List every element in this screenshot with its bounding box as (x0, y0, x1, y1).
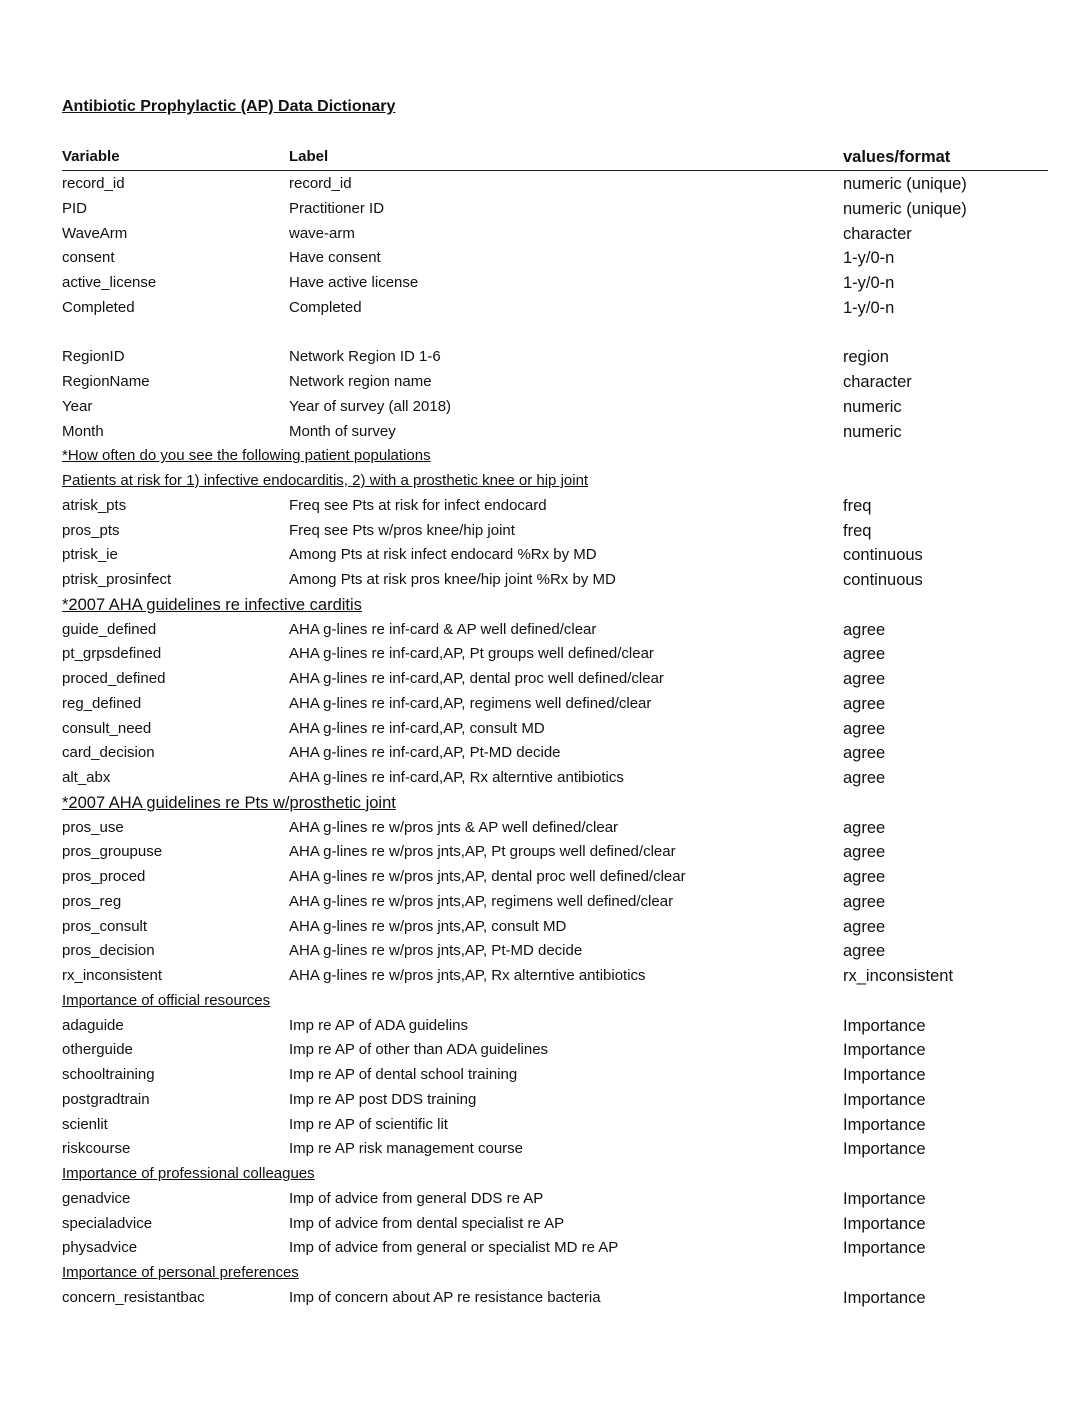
header-label: Label (289, 148, 329, 165)
table-row (0, 1286, 1088, 1310)
label-cell: Have active license (289, 274, 419, 291)
label-cell: Year of survey (all 2018) (289, 397, 452, 415)
variable-cell: pros_groupuse (62, 843, 163, 861)
format-cell: Importance (843, 1189, 926, 1208)
variable-cell: RegionID (62, 348, 125, 366)
label-cell: Imp re AP post DDS training (289, 1090, 477, 1108)
variable-cell: genadvice (62, 1189, 131, 1207)
format-cell: agree (843, 694, 886, 713)
variable-cell: reg_defined (62, 694, 142, 712)
label-cell: Imp re AP of dental school training (289, 1066, 518, 1083)
variable-cell: physadvice (62, 1239, 138, 1257)
header-format: values/format (843, 148, 951, 166)
label-cell: Freq see Pts w/pros knee/hip joint (289, 521, 515, 539)
label-cell: AHA g-lines re w/pros jnts,AP, Pt groups well defined/clear (289, 843, 676, 861)
format-cell: freq (843, 521, 872, 540)
label-cell: record_id (289, 175, 352, 192)
variable-cell: ptrisk_ie (62, 546, 118, 564)
format-cell: Importance (843, 1239, 926, 1258)
table-row (0, 1038, 1088, 1062)
table-row (0, 246, 1088, 270)
format-cell: 1-y/0-n (843, 298, 895, 317)
label-cell: AHA g-lines re inf-card,AP, Pt-MD decide (289, 744, 561, 762)
format-cell: character (843, 224, 912, 243)
format-cell: Importance (843, 1090, 926, 1109)
table-row (0, 1212, 1088, 1236)
format-cell: agree (843, 942, 886, 961)
label-cell: Network Region ID 1-6 (289, 348, 441, 366)
variable-cell: atrisk_pts (62, 496, 127, 514)
section-heading: Importance of professional colleagues (62, 1165, 315, 1182)
format-cell: agree (843, 818, 886, 837)
section-heading-row (0, 1162, 1088, 1186)
format-cell: agree (843, 769, 886, 787)
variable-cell: WaveArm (62, 224, 128, 242)
table-row (0, 692, 1088, 716)
format-cell: agree (843, 868, 886, 886)
variable-cell: pros_consult (62, 917, 148, 935)
label-cell: Imp re AP risk management course (289, 1140, 523, 1158)
table-row (0, 741, 1088, 765)
table-row (0, 865, 1088, 889)
label-cell: AHA g-lines re inf-card & AP well defined/clear (289, 620, 597, 638)
variable-cell: rx_inconsistent (62, 967, 163, 984)
variable-cell: ptrisk_prosinfect (62, 571, 172, 588)
section-heading: *How often do you see the following patient populations (62, 447, 431, 465)
table-row (0, 1137, 1088, 1161)
table-row (0, 915, 1088, 939)
label-cell: AHA g-lines re w/pros jnts,AP, dental proc well defined/clear (289, 868, 686, 885)
format-cell: continuous (843, 546, 923, 565)
table-row (0, 222, 1088, 246)
variable-cell: consult_need (62, 719, 152, 737)
label-cell: Imp of advice from dental specialist re AP (289, 1214, 565, 1232)
table-row (0, 816, 1088, 840)
table-row (0, 494, 1088, 518)
format-cell: agree (843, 719, 886, 738)
format-cell: Importance (843, 1016, 926, 1035)
label-cell: Month of survey (289, 422, 396, 440)
variable-cell: Completed (62, 298, 135, 316)
variable-cell: proced_defined (62, 670, 166, 687)
table-row (0, 420, 1088, 444)
format-cell: Importance (843, 1288, 926, 1307)
label-cell: AHA g-lines re inf-card,AP, Rx alterntive antibiotics (289, 769, 624, 786)
variable-cell: specialadvice (62, 1214, 153, 1232)
format-cell: freq (843, 496, 872, 515)
label-cell: AHA g-lines re w/pros jnts,AP, regimens well defined/clear (289, 892, 674, 910)
label-cell: Network region name (289, 373, 432, 390)
table-row (0, 296, 1088, 320)
label-cell: Completed (289, 298, 362, 316)
variable-cell: alt_abx (62, 769, 111, 786)
label-cell: Freq see Pts at risk for infect endocard (289, 496, 547, 514)
table-row (0, 717, 1088, 741)
variable-cell: pros_use (62, 818, 124, 836)
label-cell: AHA g-lines re inf-card,AP, regimens well defined/clear (289, 694, 652, 712)
section-heading: *2007 AHA guidelines re infective carditis (62, 595, 362, 614)
section-heading-row (0, 791, 1088, 815)
variable-cell: postgradtrain (62, 1090, 150, 1108)
variable-cell: guide_defined (62, 620, 157, 638)
label-cell: AHA g-lines re inf-card,AP, dental proc well defined/clear (289, 670, 664, 687)
format-cell: Importance (843, 1115, 926, 1134)
format-cell: agree (843, 843, 886, 862)
table-row (0, 395, 1088, 419)
section-heading-row (0, 469, 1088, 493)
header-variable: Variable (62, 148, 120, 165)
variable-cell: Month (62, 422, 104, 440)
table-row (0, 1236, 1088, 1260)
format-cell: region (843, 348, 889, 367)
variable-cell: pros_reg (62, 892, 122, 910)
table-row (0, 1187, 1088, 1211)
label-cell: AHA g-lines re w/pros jnts,AP, consult MD (289, 917, 567, 935)
variable-cell: pros_pts (62, 521, 120, 539)
variable-cell: otherguide (62, 1041, 133, 1059)
format-cell: agree (843, 620, 886, 639)
section-heading-row (0, 444, 1088, 468)
table-row (0, 939, 1088, 963)
table-row (0, 172, 1088, 196)
section-heading: Importance of official resources (62, 991, 271, 1009)
table-row (0, 543, 1088, 567)
table-row (0, 964, 1088, 988)
label-cell: AHA g-lines re w/pros jnts & AP well defined/clear (289, 818, 619, 836)
variable-cell: Year (62, 397, 93, 415)
variable-cell: pros_proced (62, 868, 146, 885)
table-row (0, 642, 1088, 666)
label-cell: AHA g-lines re inf-card,AP, consult MD (289, 719, 545, 737)
table-row (0, 370, 1088, 394)
variable-cell: active_license (62, 274, 157, 291)
variable-cell: consent (62, 249, 115, 267)
table-row (0, 271, 1088, 295)
section-heading-row (0, 1261, 1088, 1285)
format-cell: numeric (unique) (843, 199, 967, 218)
variable-cell: schooltraining (62, 1066, 155, 1083)
table-row (0, 519, 1088, 543)
label-cell: Practitioner ID (289, 199, 385, 217)
format-cell: agree (843, 744, 886, 763)
section-heading: Patients at risk for 1) infective endocarditis, 2) with a prosthetic knee or hip joint (62, 472, 589, 489)
format-cell: Importance (843, 1066, 926, 1084)
format-cell: agree (843, 670, 886, 688)
label-cell: Among Pts at risk infect endocard %Rx by MD (289, 546, 597, 564)
table-row (0, 1014, 1088, 1038)
section-heading-row (0, 989, 1088, 1013)
variable-cell: RegionName (62, 373, 150, 390)
variable-cell: riskcourse (62, 1140, 131, 1158)
table-row (0, 1113, 1088, 1137)
format-cell: 1-y/0-n (843, 274, 895, 292)
format-cell: 1-y/0-n (843, 249, 895, 268)
label-cell: Imp of advice from general DDS re AP (289, 1189, 544, 1207)
section-heading-row (0, 593, 1088, 617)
format-cell: numeric (unique) (843, 175, 967, 193)
label-cell: Imp of advice from general or specialist MD re AP (289, 1239, 619, 1257)
table-row (0, 840, 1088, 864)
format-cell: rx_inconsistent (843, 967, 954, 985)
table-row (0, 345, 1088, 369)
table-row (0, 1088, 1088, 1112)
table-row (0, 618, 1088, 642)
variable-cell: concern_resistantbac (62, 1288, 205, 1306)
format-cell: character (843, 373, 912, 391)
variable-cell: pros_decision (62, 942, 155, 960)
variable-cell: scienlit (62, 1115, 108, 1133)
document-title: Antibiotic Prophylactic (AP) Data Dictionary (62, 98, 396, 115)
format-cell: Importance (843, 1041, 926, 1060)
variable-cell: adaguide (62, 1016, 124, 1034)
label-cell: Have consent (289, 249, 381, 267)
format-cell: numeric (843, 422, 902, 441)
format-cell: Importance (843, 1140, 926, 1159)
variable-cell: pt_grpsdefined (62, 645, 162, 663)
format-cell: numeric (843, 397, 902, 416)
table-row (0, 890, 1088, 914)
label-cell: AHA g-lines re inf-card,AP, Pt groups well defined/clear (289, 645, 654, 663)
format-cell: agree (843, 892, 886, 911)
label-cell: Imp re AP of ADA guidelins (289, 1016, 468, 1034)
format-cell: agree (843, 645, 886, 664)
label-cell: Imp re AP of other than ADA guidelines (289, 1041, 549, 1059)
table-row (0, 568, 1088, 592)
variable-cell: record_id (62, 175, 125, 192)
variable-cell: card_decision (62, 744, 155, 762)
format-cell: agree (843, 917, 886, 936)
section-heading: Importance of personal preferences (62, 1264, 299, 1281)
section-heading: *2007 AHA guidelines re Pts w/prosthetic joint (62, 793, 396, 812)
format-cell: Importance (843, 1214, 926, 1233)
label-cell: Among Pts at risk pros knee/hip joint %Rx by MD (289, 571, 616, 588)
label-cell: wave-arm (289, 224, 355, 242)
table-row (0, 766, 1088, 790)
variable-cell: PID (62, 199, 88, 217)
label-cell: AHA g-lines re w/pros jnts,AP, Rx alterntive antibiotics (289, 967, 646, 984)
table-row (0, 667, 1088, 691)
label-cell: Imp re AP of scientific lit (289, 1115, 448, 1133)
label-cell: AHA g-lines re w/pros jnts,AP, Pt-MD decide (289, 942, 583, 960)
format-cell: continuous (843, 571, 923, 589)
label-cell: Imp of concern about AP re resistance bacteria (289, 1288, 601, 1306)
table-row (0, 1063, 1088, 1087)
table-row (0, 197, 1088, 221)
